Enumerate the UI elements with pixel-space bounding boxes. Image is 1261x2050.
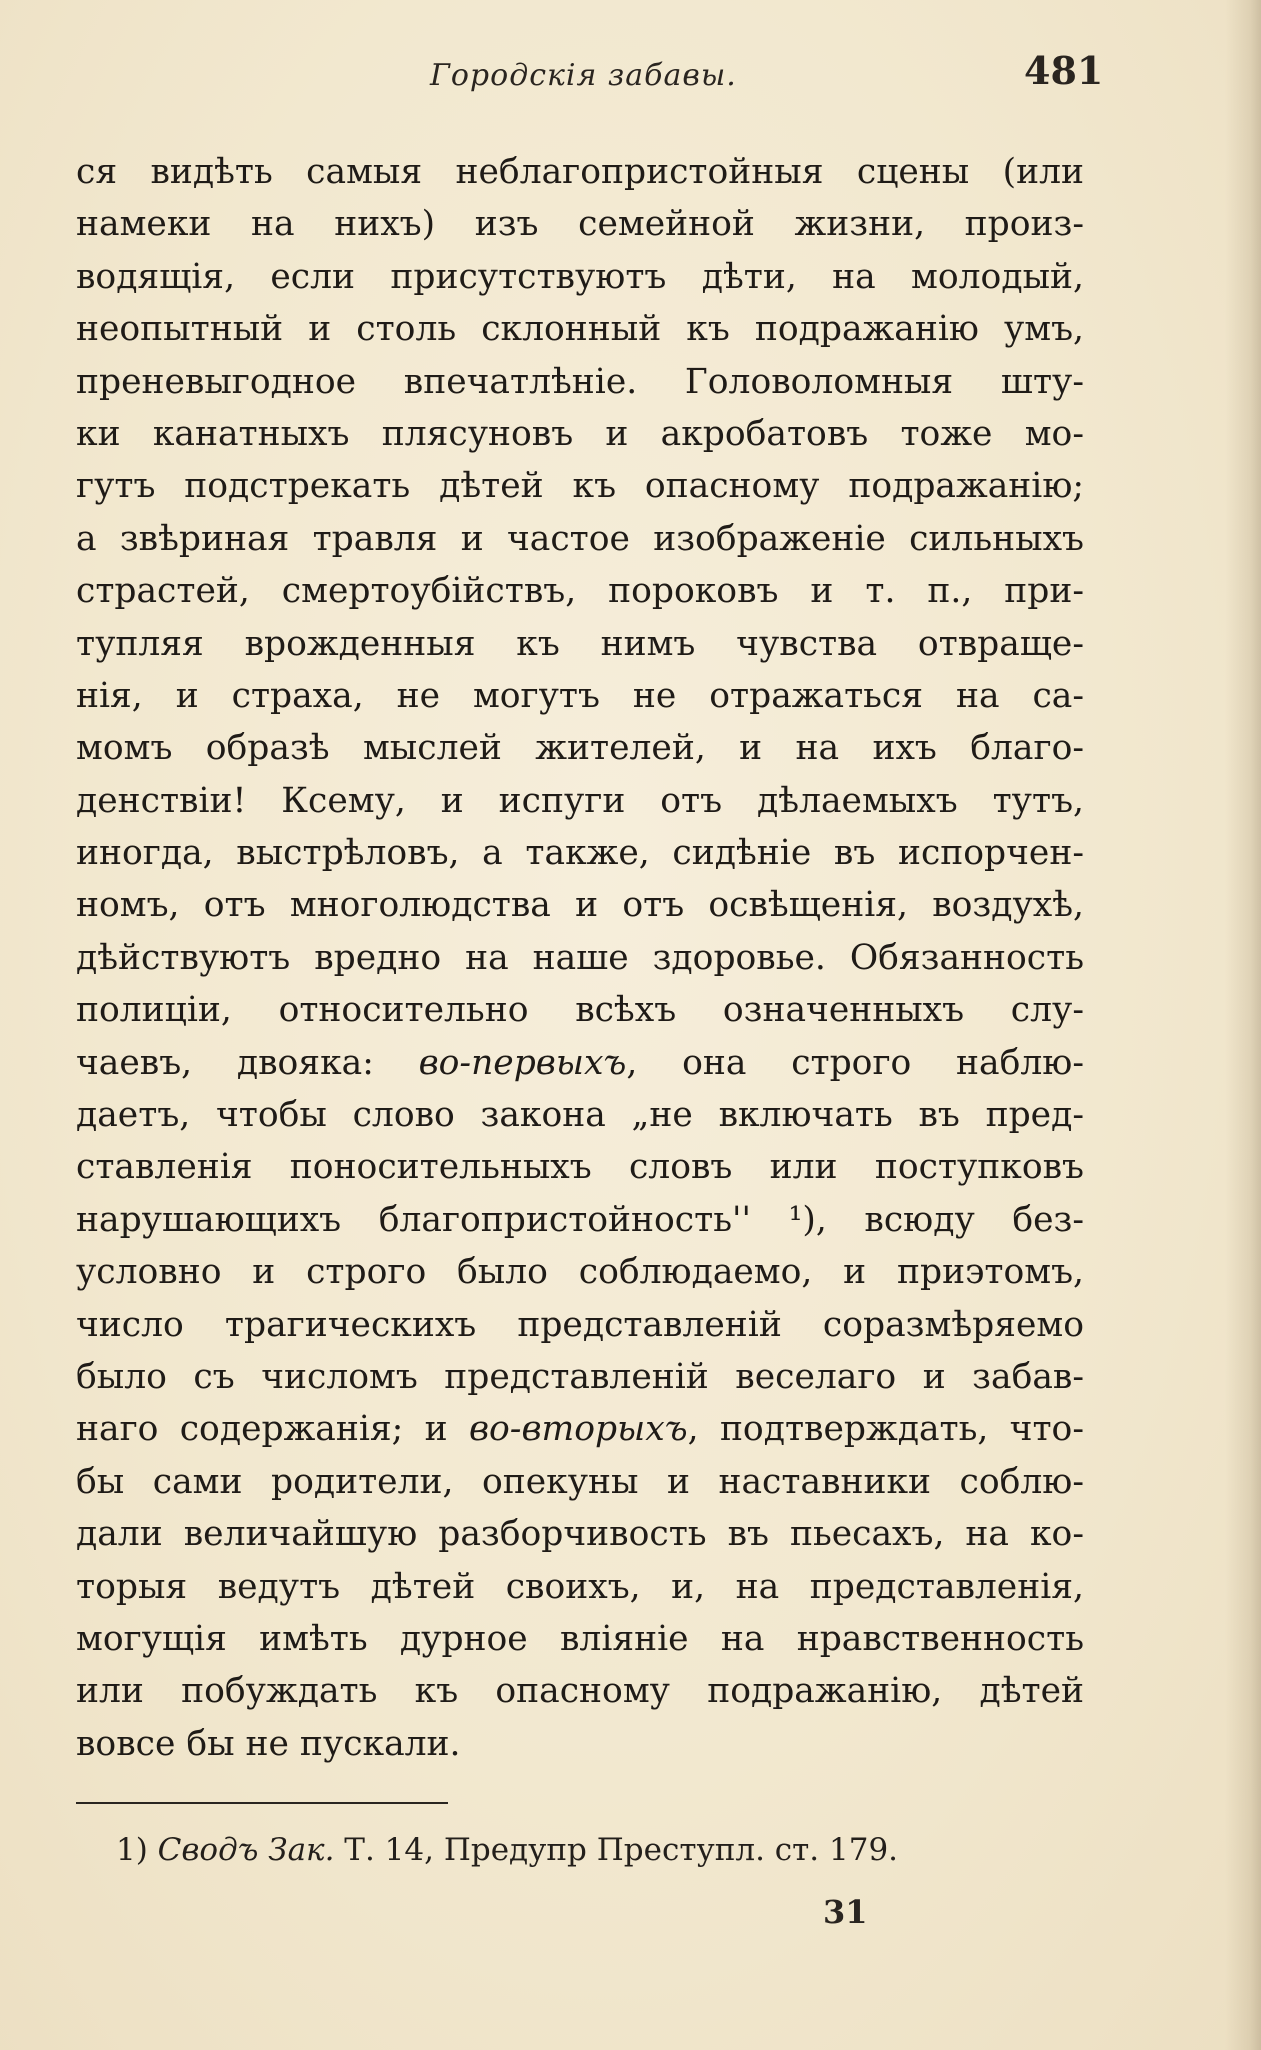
text-line: условно и строго было соблюдаемо, и приэтомъ, bbox=[76, 1252, 1084, 1293]
signature-mark: 31 bbox=[823, 1893, 868, 1931]
text-line: гутъ подстрекать дѣтей къ опасному подражанію; bbox=[76, 466, 1084, 507]
text-line: страстей, смертоубійствъ, пороковъ и т. п., при- bbox=[76, 571, 1084, 612]
text-line: или побуждать къ опасному подражанію, дѣтей bbox=[76, 1671, 1084, 1712]
text-line: иногда, выстрѣловъ, а также, сидѣніе въ испорчен- bbox=[76, 833, 1084, 874]
footnote-source: Сводъ Зак. bbox=[157, 1832, 335, 1868]
text-line: тупляя врожденныя къ нимъ чувства отвраще- bbox=[76, 623, 1084, 664]
text-line: полиціи, относительно всѣхъ означенныхъ слу- bbox=[76, 990, 1084, 1031]
footnote-reference: Т. 14, Предупр Преступл. ст. 179. bbox=[334, 1832, 899, 1868]
text-line: дали величайшую разборчивость въ пьесахъ, на ко- bbox=[76, 1514, 1084, 1555]
text-line: денствіи! Ксему, и испуги отъ дѣлаемыхъ тутъ, bbox=[76, 780, 1084, 821]
text-line: даетъ, чтобы слово закона „не включать въ пред- bbox=[76, 1095, 1084, 1136]
footnote-marker: 1) bbox=[116, 1832, 158, 1868]
text-line: номъ, отъ многолюдства и отъ освѣщенія, воздухѣ, bbox=[76, 885, 1084, 926]
text-line: вовсе бы не пускали. bbox=[76, 1723, 461, 1764]
italic-emphasis: во-первыхъ bbox=[418, 1042, 627, 1083]
text-line: момъ образѣ мыслей жителей, и на ихъ благо- bbox=[76, 728, 1084, 769]
text-line: было съ числомъ представленій веселаго и забав- bbox=[76, 1356, 1084, 1397]
text-line: число трагическихъ представленій соразмѣряемо bbox=[76, 1304, 1084, 1345]
text-line-part: чаевъ, двояка: bbox=[76, 1042, 419, 1083]
text-line: водящія, если присутствуютъ дѣти, на молодый, bbox=[76, 256, 1084, 297]
footnote-rule bbox=[76, 1802, 448, 1804]
text-line: а звѣриная травля и частое изображеніе сильныхъ bbox=[76, 518, 1084, 559]
text-line-part: наго содержанія; и bbox=[76, 1409, 469, 1450]
text-line: преневыгодное впечатлѣніе. Головоломныя шту- bbox=[76, 361, 1084, 402]
text-line: дѣйствуютъ вредно на наше здоровье. Обязанность bbox=[76, 937, 1084, 978]
text-line: неопытный и столь склонный къ подражанію умъ, bbox=[76, 309, 1084, 350]
running-head: Городскія забавы. bbox=[430, 58, 737, 93]
text-line-part: , она строго наблю- bbox=[626, 1042, 1084, 1083]
text-line: нія, и страха, не могутъ не отражаться на са- bbox=[76, 675, 1084, 716]
text-line: нарушающихъ благопристойность'' ¹), всюду без- bbox=[76, 1199, 1084, 1240]
page-number: 481 bbox=[1024, 48, 1104, 93]
text-line: ся видѣть самыя неблагопристойныя сцены (или bbox=[76, 152, 1084, 192]
text-line: бы сами родители, опекуны и наставники соблю- bbox=[76, 1461, 1084, 1502]
text-line-part: , подтверждать, что- bbox=[687, 1409, 1084, 1450]
text-line: намеки на нихъ) изъ семейной жизни, произ- bbox=[76, 204, 1084, 245]
footnote bbox=[116, 1832, 898, 1868]
spine-shadow bbox=[1225, 0, 1261, 2050]
text-line bbox=[76, 1037, 1084, 1089]
body-text bbox=[76, 146, 1084, 1770]
text-line: торыя ведутъ дѣтей своихъ, и, на представленія, bbox=[76, 1566, 1084, 1607]
text-line: могущія имѣть дурное вліяніе на нравственность bbox=[76, 1618, 1084, 1659]
italic-emphasis: во-вторыхъ bbox=[468, 1409, 688, 1450]
text-line: ки канатныхъ плясуновъ и акробатовъ тоже мо- bbox=[76, 413, 1084, 454]
text-line: ставленія поносительныхъ словъ или поступковъ bbox=[76, 1147, 1084, 1188]
text-line bbox=[76, 1403, 1084, 1455]
